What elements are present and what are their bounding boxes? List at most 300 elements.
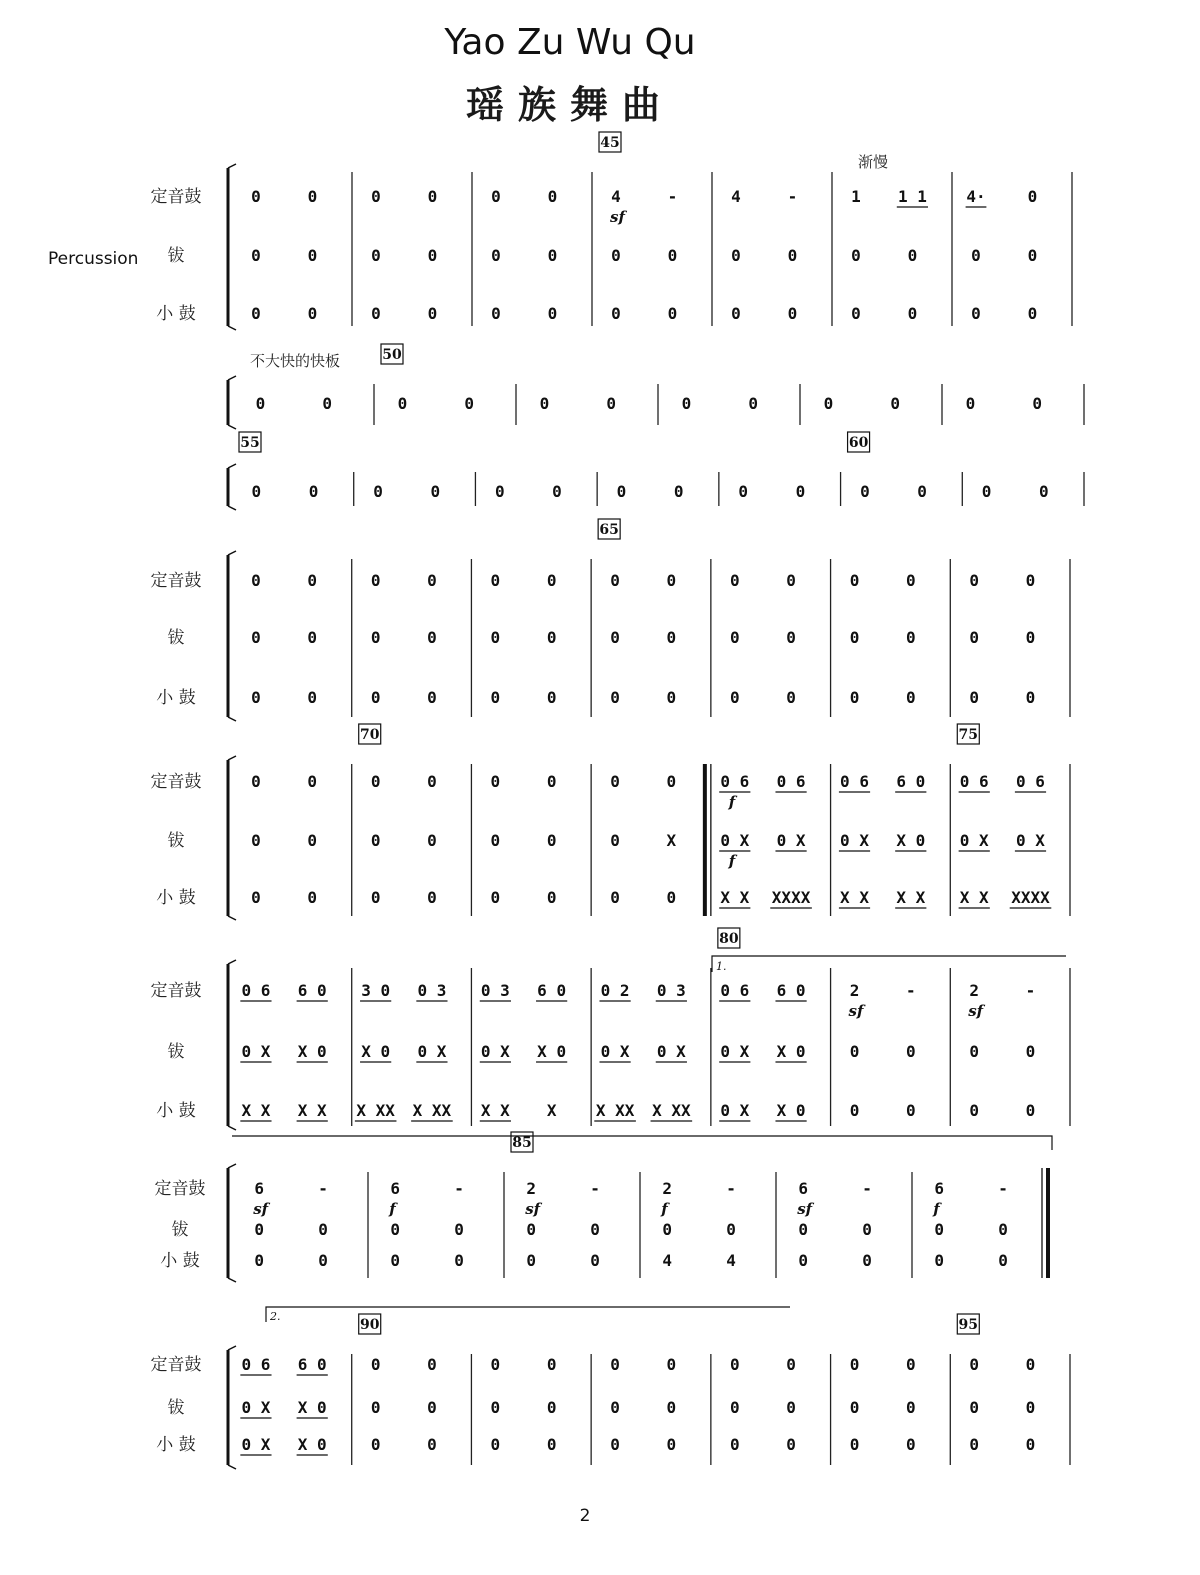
note: 0 bbox=[251, 772, 261, 791]
note: X 0 bbox=[297, 1042, 327, 1061]
note: 0 bbox=[454, 1251, 464, 1270]
note: 2 bbox=[849, 981, 860, 1000]
instrument-label: 小 鼓 bbox=[156, 1101, 196, 1121]
note: 0 bbox=[251, 187, 261, 206]
note: 0 bbox=[1039, 482, 1049, 501]
note: X 0 bbox=[537, 1042, 567, 1061]
note: 0 6 bbox=[959, 772, 989, 791]
note: 0 bbox=[546, 688, 557, 707]
note: X X bbox=[840, 888, 869, 907]
note: 0 X bbox=[720, 831, 750, 850]
note: 0 bbox=[539, 394, 550, 413]
note: 0 bbox=[427, 304, 438, 323]
note: 0 bbox=[905, 688, 916, 707]
note: - bbox=[787, 187, 798, 206]
instrument-label: 钹 bbox=[167, 831, 185, 851]
note: 2 bbox=[662, 1179, 673, 1198]
note: 0 bbox=[667, 246, 678, 265]
note: 0 bbox=[681, 394, 692, 413]
note: X XX bbox=[595, 1101, 635, 1120]
note: 0 bbox=[849, 1355, 860, 1374]
note: 0 bbox=[307, 688, 318, 707]
note: 0 bbox=[673, 482, 684, 501]
note: - bbox=[905, 981, 916, 1000]
note: 2 bbox=[526, 1179, 537, 1198]
note: 0 bbox=[307, 571, 318, 590]
system-bracket bbox=[228, 376, 236, 380]
note: 6 0 bbox=[776, 981, 806, 1000]
note: 0 bbox=[849, 1435, 860, 1454]
note: - bbox=[998, 1179, 1008, 1198]
note: 0 bbox=[666, 1435, 677, 1454]
volta-bracket bbox=[266, 1307, 790, 1322]
note: 0 bbox=[610, 1435, 620, 1454]
note: 0 bbox=[849, 688, 860, 707]
instrument-label: 钹 bbox=[167, 1042, 185, 1062]
note: 0 3 bbox=[656, 981, 686, 1000]
note: 0 bbox=[610, 688, 620, 707]
note: 0 bbox=[546, 628, 557, 647]
note: 4 bbox=[726, 1251, 736, 1270]
tempo-allegro: 不大快的快板 bbox=[250, 352, 341, 370]
note: 0 bbox=[526, 1251, 537, 1270]
note: 0 bbox=[786, 571, 796, 590]
note: 6 0 bbox=[896, 772, 926, 791]
note: 0 bbox=[905, 1435, 916, 1454]
note: 0 bbox=[849, 1398, 860, 1417]
note: 0 bbox=[969, 571, 980, 590]
note: 0 bbox=[738, 482, 749, 501]
note: 0 bbox=[907, 304, 918, 323]
tempo-rit: 渐慢 bbox=[858, 153, 889, 171]
note: 0 bbox=[390, 1220, 401, 1239]
note: 0 bbox=[370, 571, 381, 590]
note: 0 bbox=[307, 772, 318, 791]
note: 6 0 bbox=[537, 981, 567, 1000]
note: 0 bbox=[464, 394, 474, 413]
note: 0 bbox=[546, 1435, 557, 1454]
note: 0 bbox=[371, 246, 381, 265]
note: 0 bbox=[787, 246, 798, 265]
note: 0 bbox=[308, 482, 319, 501]
note: 0 bbox=[969, 1101, 980, 1120]
note: - bbox=[318, 1179, 328, 1198]
note: 0 bbox=[590, 1220, 600, 1239]
note: 0 bbox=[427, 571, 437, 590]
note: 0 bbox=[860, 482, 870, 501]
note: 0 bbox=[731, 304, 741, 323]
note: 0 bbox=[666, 628, 677, 647]
note: 0 bbox=[729, 571, 740, 590]
note: 0 X bbox=[1016, 831, 1045, 850]
system-bracket bbox=[228, 960, 236, 964]
note: 0 bbox=[373, 482, 383, 501]
note: 0 bbox=[546, 1398, 557, 1417]
system-bracket bbox=[228, 1278, 236, 1282]
note: 0 bbox=[1027, 187, 1038, 206]
note: 0 bbox=[318, 1251, 328, 1270]
note: 0 bbox=[370, 772, 381, 791]
note: 0 bbox=[1025, 1355, 1036, 1374]
note: 0 bbox=[787, 304, 798, 323]
note: 0 bbox=[251, 831, 261, 850]
note: X XX bbox=[356, 1101, 395, 1120]
note: 0 bbox=[254, 1220, 265, 1239]
note: 0 bbox=[590, 1251, 600, 1270]
note: 0 bbox=[1027, 304, 1038, 323]
note: 0 2 bbox=[600, 981, 630, 1000]
note: 0 bbox=[795, 482, 806, 501]
note: 6 0 bbox=[297, 981, 327, 1000]
note: 0 bbox=[546, 772, 557, 791]
note: 0 bbox=[969, 1435, 980, 1454]
measure-number: 45 bbox=[600, 135, 620, 151]
note: 0 bbox=[490, 571, 501, 590]
instrument-label: 定音鼓 bbox=[150, 981, 202, 1001]
note: 0 bbox=[491, 304, 501, 323]
note: 2 bbox=[969, 981, 980, 1000]
system-bracket bbox=[228, 717, 236, 721]
note: 0 bbox=[907, 246, 918, 265]
note: 0 bbox=[1025, 1042, 1036, 1061]
note: 4 bbox=[611, 187, 621, 206]
note: X X bbox=[241, 1101, 271, 1120]
note: 0 bbox=[729, 1398, 740, 1417]
note: 0 bbox=[998, 1251, 1008, 1270]
note: 0 bbox=[610, 831, 620, 850]
note: 0 bbox=[934, 1251, 945, 1270]
instrument-label: 定音鼓 bbox=[150, 187, 202, 207]
instrument-label: 定音鼓 bbox=[150, 1355, 202, 1375]
note: 0 bbox=[1025, 1398, 1036, 1417]
note: 0 bbox=[611, 304, 621, 323]
note: 6 bbox=[934, 1179, 945, 1198]
note: 0 6 bbox=[241, 1355, 271, 1374]
note: 0 bbox=[905, 571, 916, 590]
note: 6 bbox=[254, 1179, 265, 1198]
note: 0 X bbox=[241, 1398, 271, 1417]
note: 0 bbox=[1025, 688, 1036, 707]
note: 0 3 bbox=[480, 981, 510, 1000]
note: 0 3 bbox=[417, 981, 447, 1000]
note: 0 bbox=[427, 688, 437, 707]
note: 0 bbox=[905, 1101, 916, 1120]
system-bracket bbox=[228, 756, 236, 760]
note: 0 bbox=[616, 482, 627, 501]
note: 0 bbox=[490, 888, 501, 907]
note: 0 bbox=[666, 688, 677, 707]
volta-label: 2. bbox=[270, 1310, 281, 1323]
system-bracket bbox=[228, 1346, 236, 1350]
note: X XX bbox=[412, 1101, 452, 1120]
instrument-label: 小 鼓 bbox=[156, 304, 196, 324]
measure-number: 60 bbox=[848, 435, 869, 451]
note: 0 6 bbox=[840, 772, 869, 791]
note: 0 bbox=[490, 688, 501, 707]
note: 0 bbox=[666, 888, 677, 907]
instrument-label: 小 鼓 bbox=[156, 1435, 196, 1455]
dynamic-mark: sf bbox=[525, 1200, 541, 1218]
instrument-label: 钹 bbox=[167, 1398, 185, 1418]
note: 0 bbox=[611, 246, 621, 265]
note: 0 bbox=[370, 688, 381, 707]
note: 0 bbox=[666, 571, 677, 590]
note: 0 bbox=[606, 394, 616, 413]
note: 0 bbox=[427, 1398, 437, 1417]
note: 0 bbox=[849, 628, 860, 647]
note: 0 bbox=[307, 628, 318, 647]
note: 1 bbox=[851, 187, 861, 206]
note: 0 bbox=[490, 1435, 501, 1454]
note: 0 bbox=[729, 1435, 740, 1454]
note: 0 bbox=[251, 304, 261, 323]
note: 0 bbox=[547, 187, 558, 206]
note: 0 bbox=[849, 571, 860, 590]
note: 0 bbox=[905, 1355, 916, 1374]
note: X bbox=[666, 831, 677, 850]
note: X 0 bbox=[776, 1042, 806, 1061]
note: X X bbox=[720, 888, 750, 907]
note: 0 bbox=[370, 888, 381, 907]
note: 0 bbox=[547, 246, 558, 265]
note: 6 bbox=[390, 1179, 401, 1198]
note: XXXX bbox=[771, 888, 811, 907]
note: XXXX bbox=[1011, 888, 1050, 907]
measure-number: 80 bbox=[719, 931, 739, 947]
note: X 0 bbox=[297, 1398, 327, 1417]
measure-number: 55 bbox=[240, 435, 260, 451]
note: 0 bbox=[370, 1435, 381, 1454]
measure-number: 85 bbox=[512, 1135, 532, 1151]
volta-bracket bbox=[712, 956, 1066, 972]
system-bracket bbox=[228, 164, 236, 168]
note: 0 bbox=[370, 628, 381, 647]
instrument-label: 钹 bbox=[167, 246, 185, 266]
note: 0 bbox=[307, 304, 318, 323]
instrument-label: 定音鼓 bbox=[150, 772, 202, 792]
note: 0 X bbox=[840, 831, 869, 850]
note: 0 bbox=[251, 888, 261, 907]
note: 0 bbox=[427, 246, 438, 265]
note: 0 bbox=[546, 831, 557, 850]
note: 0 bbox=[454, 1220, 464, 1239]
note: 0 bbox=[427, 888, 437, 907]
note: 6 bbox=[798, 1179, 809, 1198]
note: 0 bbox=[666, 1398, 677, 1417]
note: 0 bbox=[851, 246, 861, 265]
note: 0 bbox=[748, 394, 758, 413]
measure-number: 95 bbox=[958, 1317, 979, 1333]
note: 0 bbox=[1027, 246, 1038, 265]
note: 0 bbox=[427, 831, 437, 850]
note: X XX bbox=[652, 1101, 691, 1120]
instrument-label: 小 鼓 bbox=[156, 688, 196, 708]
note: 0 bbox=[849, 1101, 860, 1120]
note: X 0 bbox=[776, 1101, 806, 1120]
measure-number: 70 bbox=[359, 727, 380, 743]
note: 0 bbox=[371, 304, 381, 323]
note: 0 bbox=[322, 394, 332, 413]
note: 0 6 bbox=[776, 772, 806, 791]
dynamic-mark: f bbox=[728, 852, 736, 870]
note: 0 bbox=[971, 304, 981, 323]
note: 0 bbox=[307, 187, 318, 206]
note: 0 bbox=[251, 571, 261, 590]
note: - bbox=[726, 1179, 736, 1198]
note: 0 bbox=[890, 394, 900, 413]
note: 0 bbox=[610, 628, 620, 647]
note: 0 bbox=[546, 1355, 557, 1374]
dynamic-mark: sf bbox=[848, 1002, 864, 1020]
dynamic-mark: f bbox=[389, 1200, 396, 1218]
note: 0 bbox=[729, 688, 740, 707]
note: 0 X bbox=[417, 1042, 447, 1061]
note: 0 bbox=[494, 482, 505, 501]
note: 0 bbox=[823, 394, 834, 413]
note: 0 bbox=[786, 1398, 796, 1417]
note: 0 bbox=[729, 1355, 740, 1374]
instrument-label: 钹 bbox=[167, 628, 185, 648]
note: 0 bbox=[798, 1220, 809, 1239]
note: 0 bbox=[251, 246, 261, 265]
note: X 0 bbox=[297, 1435, 327, 1454]
note: 0 bbox=[969, 688, 980, 707]
note: X X bbox=[480, 1101, 510, 1120]
note: 0 bbox=[318, 1220, 328, 1239]
note: 0 bbox=[427, 1355, 437, 1374]
note: 0 bbox=[666, 1355, 677, 1374]
note: 0 bbox=[1025, 1101, 1036, 1120]
note: 0 bbox=[254, 1251, 265, 1270]
note: 0 bbox=[427, 772, 437, 791]
note: 0 bbox=[427, 187, 438, 206]
note: 0 bbox=[610, 571, 620, 590]
note: 0 X bbox=[241, 1435, 271, 1454]
note: 1 1 bbox=[897, 187, 927, 206]
note: 0 bbox=[610, 888, 620, 907]
note: 0 X bbox=[720, 1042, 750, 1061]
note: 0 bbox=[998, 1220, 1008, 1239]
note: 0 bbox=[969, 1398, 980, 1417]
note: - bbox=[667, 187, 678, 206]
note: 0 bbox=[786, 1355, 796, 1374]
note: 0 bbox=[905, 628, 916, 647]
page-number: 2 bbox=[579, 1506, 591, 1526]
note: 0 X bbox=[241, 1042, 271, 1061]
note: 0 6 bbox=[1016, 772, 1045, 791]
system-bracket bbox=[228, 425, 236, 429]
note: 0 bbox=[546, 888, 557, 907]
note: 6 0 bbox=[297, 1355, 327, 1374]
note: 0 bbox=[862, 1251, 872, 1270]
note: 0 bbox=[786, 628, 796, 647]
note: 0 X bbox=[720, 1101, 750, 1120]
note: 0 bbox=[917, 482, 927, 501]
note: 0 bbox=[251, 482, 262, 501]
note: - bbox=[862, 1179, 872, 1198]
note: - bbox=[1025, 981, 1036, 1000]
note: 0 bbox=[965, 394, 976, 413]
system-bracket bbox=[228, 1164, 236, 1168]
note: 0 bbox=[370, 1398, 381, 1417]
note: 0 bbox=[862, 1220, 872, 1239]
system-bracket bbox=[228, 916, 236, 920]
note: 0 bbox=[610, 1355, 620, 1374]
instrument-label: 小 鼓 bbox=[160, 1251, 200, 1271]
ensemble-label: Percussion bbox=[48, 249, 139, 269]
note: 0 bbox=[905, 1042, 916, 1061]
note: 0 bbox=[786, 688, 796, 707]
note: 0 bbox=[490, 831, 501, 850]
note: 0 bbox=[371, 187, 381, 206]
title-english: Yao Zu Wu Qu bbox=[444, 22, 696, 63]
note: 0 bbox=[1032, 394, 1042, 413]
note: X X bbox=[959, 888, 989, 907]
note: 0 bbox=[490, 628, 501, 647]
measure-number: 75 bbox=[958, 727, 979, 743]
note: 0 bbox=[547, 304, 558, 323]
note: 0 bbox=[662, 1220, 673, 1239]
note: - bbox=[454, 1179, 464, 1198]
note: 0 bbox=[427, 1435, 437, 1454]
note: 0 bbox=[849, 1042, 860, 1061]
note: 0 bbox=[666, 772, 677, 791]
instrument-label: 小 鼓 bbox=[156, 888, 196, 908]
note: 0 bbox=[1025, 1435, 1036, 1454]
note: 0 bbox=[981, 482, 992, 501]
note: 0 bbox=[397, 394, 408, 413]
note: 0 bbox=[610, 772, 620, 791]
note: 0 bbox=[307, 888, 318, 907]
dynamic-mark: sf bbox=[968, 1002, 984, 1020]
instrument-label: 钹 bbox=[171, 1220, 189, 1240]
note: 0 X bbox=[480, 1042, 510, 1061]
note: 0 bbox=[490, 1355, 501, 1374]
system-bracket bbox=[228, 506, 236, 510]
note: 0 bbox=[491, 246, 501, 265]
system-bracket bbox=[228, 551, 236, 555]
volta-bracket bbox=[232, 1136, 1052, 1150]
measure-number: 90 bbox=[359, 1317, 380, 1333]
note: 0 bbox=[546, 571, 557, 590]
note: 0 bbox=[307, 831, 318, 850]
volta-label: 1. bbox=[716, 960, 727, 973]
note: X X bbox=[896, 888, 926, 907]
note: 0 bbox=[969, 628, 980, 647]
note: 0 bbox=[729, 628, 740, 647]
note: 0 bbox=[610, 1398, 620, 1417]
note: 0 6 bbox=[720, 981, 750, 1000]
note: 0 bbox=[969, 1355, 980, 1374]
note: 4· bbox=[966, 187, 986, 206]
note: X bbox=[546, 1101, 557, 1120]
note: 0 bbox=[905, 1398, 916, 1417]
note: - bbox=[590, 1179, 600, 1198]
note: 4 bbox=[662, 1251, 673, 1270]
note: X 0 bbox=[361, 1042, 391, 1061]
note: 0 bbox=[255, 394, 266, 413]
note: 0 bbox=[526, 1220, 537, 1239]
note: 4 bbox=[731, 187, 741, 206]
note: 0 X bbox=[776, 831, 806, 850]
note: 0 bbox=[251, 628, 261, 647]
dynamic-mark: sf bbox=[610, 208, 625, 226]
measure-number: 65 bbox=[599, 522, 619, 538]
note: 0 bbox=[1025, 628, 1036, 647]
system-bracket bbox=[228, 1126, 236, 1130]
note: 0 X bbox=[959, 831, 989, 850]
note: 0 bbox=[667, 304, 678, 323]
